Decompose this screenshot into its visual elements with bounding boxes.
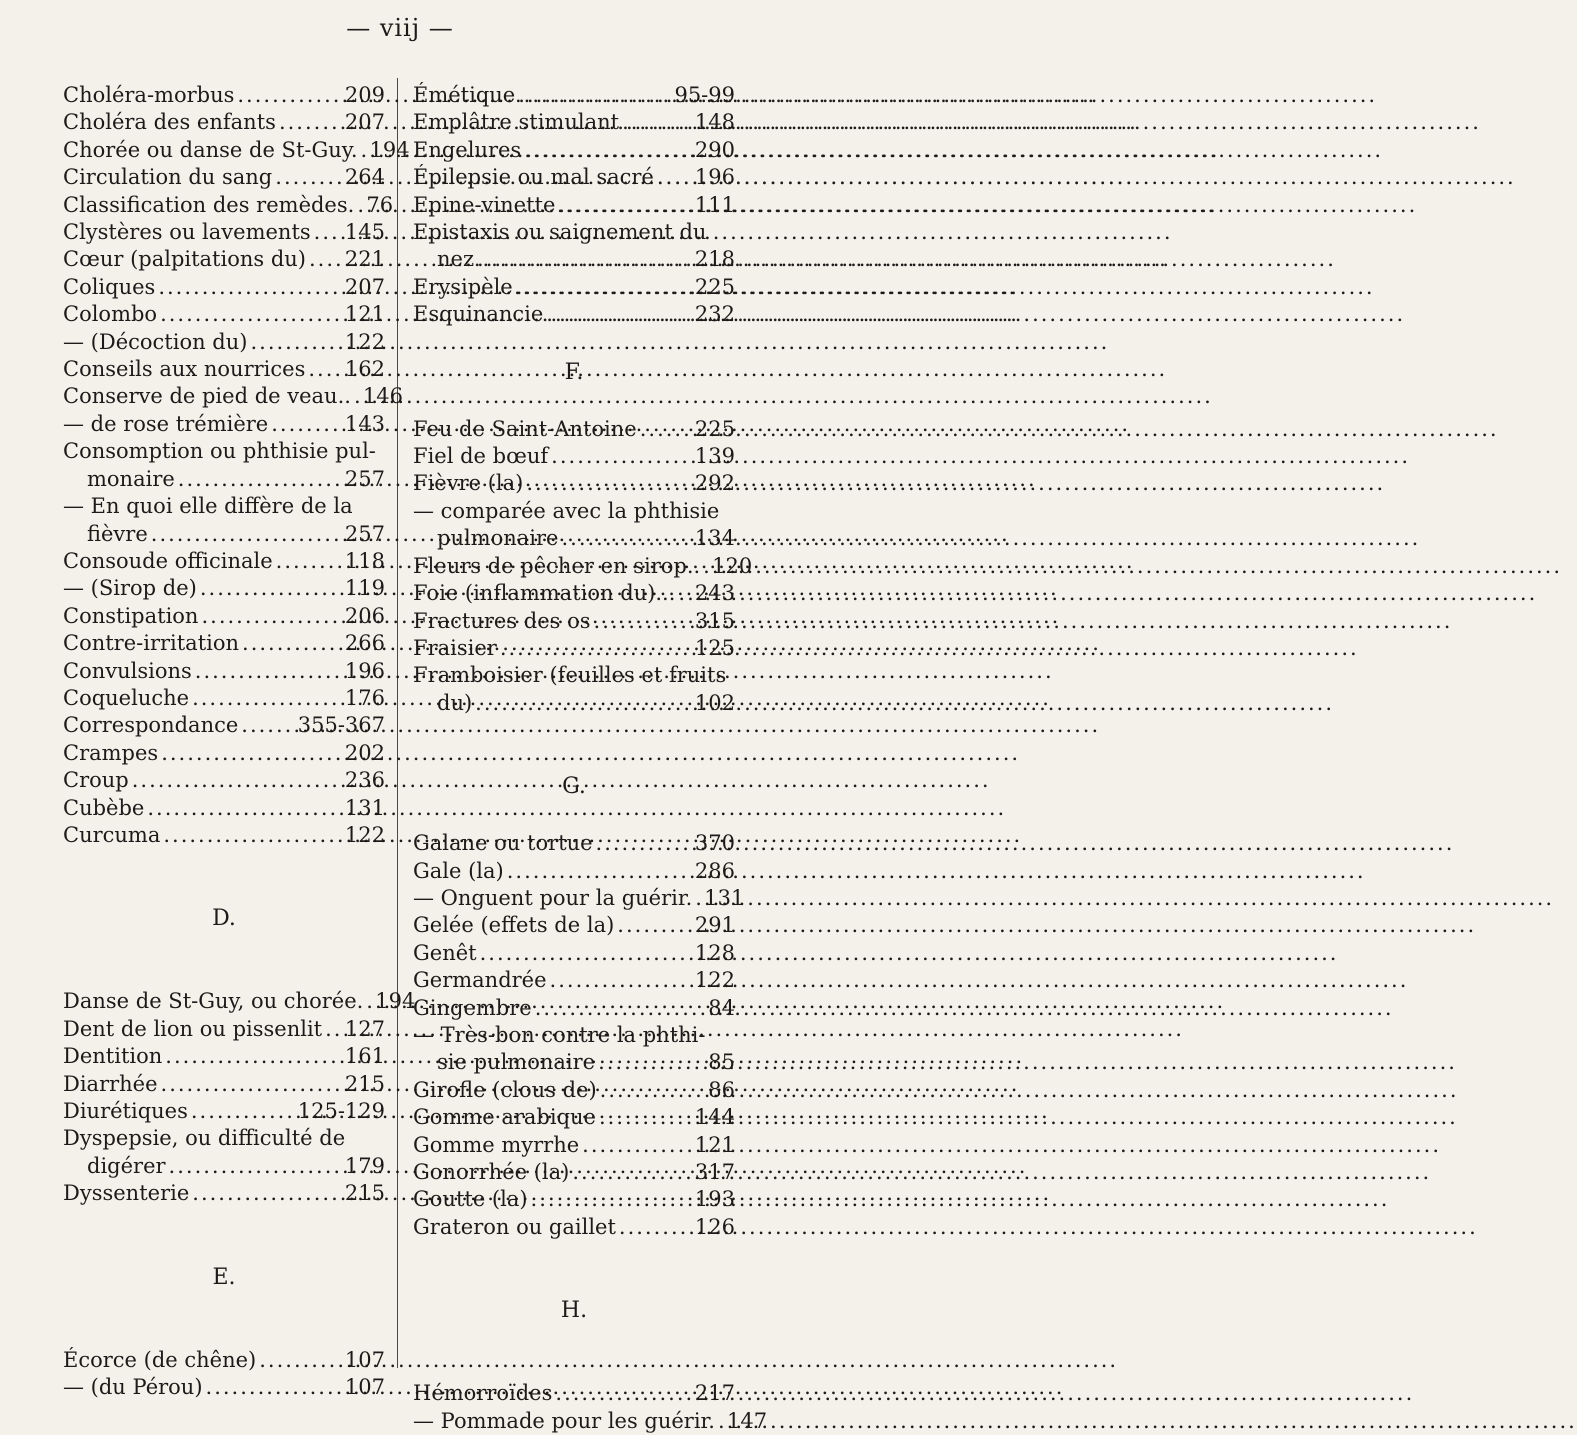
leader-dots (158, 274, 342, 301)
entry-term: Curcuma (63, 822, 161, 847)
entry-page-number: 196 (344, 658, 385, 683)
index-entry (413, 301, 735, 328)
leader-dots (619, 1214, 692, 1241)
leader-dots (622, 109, 692, 136)
entry-page-number: 286 (694, 858, 735, 883)
entry-page-number: 161 (344, 1044, 385, 1069)
entry-page-number: 125-129 (297, 1099, 385, 1123)
leader-dots (598, 1049, 705, 1076)
d-entries (63, 988, 416, 1125)
entry-term: Emplâtre stimulant (413, 110, 620, 135)
index-entry (413, 1408, 768, 1435)
entry-term: Fleurs de pêcher en sirop.. (413, 553, 701, 578)
index-entry (413, 553, 753, 580)
index-entry (413, 470, 735, 497)
index-entry (63, 548, 385, 575)
entry-term: Choléra-morbus (63, 83, 235, 107)
entry-term: — de rose trémière (63, 411, 269, 436)
g-entries-2 (413, 1077, 735, 1241)
index-entry (63, 575, 385, 602)
index-entry (63, 246, 385, 273)
entry-page-number: 131 (344, 795, 385, 820)
index-entry (63, 795, 385, 822)
index-entry (413, 1077, 735, 1104)
entry-page-number: 207 (344, 110, 385, 135)
index-entry-line: — Très-bon contre la phthi- (413, 1022, 706, 1047)
index-entry (413, 109, 735, 136)
entry-page-number: 193 (694, 1187, 735, 1212)
entry-term: Genêt (413, 940, 477, 965)
index-entry (63, 82, 385, 109)
entry-term: Epine-vinette (413, 192, 556, 217)
leader-dots (695, 885, 701, 912)
index-entry (63, 685, 385, 712)
entry-page-number: 176 (344, 685, 385, 710)
entry-page-number: 291 (694, 913, 735, 938)
index-entry (63, 712, 385, 739)
entry-page-number: 209 (344, 83, 385, 107)
leader-dots (357, 192, 363, 219)
index-entry (413, 164, 735, 191)
entry-page-number: 118 (344, 548, 385, 573)
entry-term: Fiel de bœuf (413, 444, 549, 469)
index-entry: pulmonaire ..... 134 (413, 525, 735, 552)
entry-term: Erysipèle (413, 274, 513, 299)
entry-term: Classification des remèdes. (63, 192, 355, 217)
entry-page-number: 221 (344, 247, 385, 272)
entry-page-number: 131 (704, 885, 745, 910)
leader-dots (718, 1408, 724, 1435)
index-entry (63, 988, 416, 1015)
e-entries-right (413, 82, 735, 219)
entry-page-number: 225 (694, 416, 735, 441)
entry-term: Fractures des os (413, 608, 591, 633)
leader-dots (201, 603, 341, 630)
entry-term: Foie (inflammation du)... (413, 581, 676, 606)
entry-term: — (du Pérou) (63, 1375, 203, 1400)
entry-term: Galane ou tortue (413, 831, 593, 856)
index-entry (413, 416, 735, 443)
entry-page-number: 232 (694, 302, 735, 327)
entry-page-number: 145 (344, 220, 385, 245)
leader-dots (309, 246, 342, 273)
entry-term: — (Sirop de) (63, 576, 197, 601)
index-entry (63, 411, 385, 438)
index-entry-line: Dyspepsie, ou difficulté de (63, 1126, 346, 1151)
index-entry (413, 1159, 735, 1186)
entry-term: Diurétiques (63, 1099, 188, 1123)
leader-dots (314, 219, 342, 246)
index-entry (413, 635, 735, 662)
c-entries (63, 82, 410, 438)
entry-term: Gonorrhée (la) (413, 1160, 570, 1184)
g-entries (413, 830, 745, 1022)
index-entry (63, 630, 385, 657)
entry-term: Dent de lion ou pissenlit (63, 1016, 323, 1041)
entry-page-number: 266 (344, 631, 385, 656)
leader-dots (259, 1347, 342, 1374)
leader-dots (354, 383, 360, 410)
entry-page-number: 202 (344, 740, 385, 765)
e-entries-right-2 (413, 274, 735, 329)
entry-term: Épilepsie ou mal sacré (413, 165, 654, 190)
index-entry (413, 580, 735, 607)
entry-term: Gomme myrrhe (413, 1132, 580, 1157)
entry-page-number: 194 (375, 989, 416, 1014)
entry-page-number: 217 (694, 1381, 735, 1406)
index-entry (413, 1380, 735, 1407)
entry-term: Colombo (63, 302, 158, 327)
entry-page-number: 215 (344, 1071, 385, 1096)
leader-dots (500, 635, 692, 662)
entry-term: Cœur (palpitations du) (63, 247, 306, 272)
section-letter-g: G. (562, 774, 586, 800)
leader-dots (241, 712, 294, 739)
entry-page-number: 146 (362, 384, 404, 409)
entry-page-number: 125 (694, 635, 735, 660)
leader-dots (237, 82, 342, 109)
leader-dots (192, 1180, 342, 1207)
leader-dots (657, 164, 692, 191)
leader-dots (477, 246, 692, 273)
leader-dots (518, 82, 671, 109)
entry-term: Germandrée (413, 968, 547, 993)
leader-dots (165, 1043, 342, 1070)
entry-term: Clystères ou lavements (63, 220, 311, 245)
index-entry (413, 192, 735, 219)
index-entry (413, 608, 735, 635)
index-entry: fièvre ..... 257 (63, 521, 385, 548)
leader-dots (178, 466, 342, 493)
entry-page-number: 194 (369, 137, 410, 162)
entry-term: — Onguent pour la guérir. (413, 885, 693, 910)
page-header: — viij — (346, 14, 454, 42)
leader-dots (594, 608, 692, 635)
index-entry (63, 1347, 385, 1374)
entry-page-number: 76 (366, 192, 394, 217)
leader-dots (516, 274, 692, 301)
entry-page-number: 122 (344, 822, 385, 847)
entry-term: Gingembre (413, 995, 532, 1020)
index-entry (63, 1071, 385, 1098)
entry-page-number: 162 (344, 357, 385, 382)
leader-dots (206, 1374, 342, 1401)
entry-page-number: 121 (694, 1132, 735, 1157)
index-entry-line: Consomption ou phthisie pul- (63, 439, 376, 464)
entry-page-number: 107 (344, 1375, 385, 1400)
entry-page-number: 355-367 (297, 713, 385, 738)
index-entry (413, 912, 735, 939)
entry-term: Choléra des enfants (63, 110, 276, 135)
leader-dots (572, 1159, 692, 1186)
entry-page-number: 121 (344, 302, 385, 327)
index-entry (413, 1104, 735, 1131)
leader-dots (192, 685, 342, 712)
leader-dots (582, 1132, 692, 1159)
entry-page-number: 139 (694, 444, 735, 469)
leader-dots (558, 192, 692, 219)
entry-term: Feu de Saint-Antoine (413, 416, 637, 441)
entry-term: Conserve de pied de veau.. (63, 384, 351, 409)
index-entry (63, 329, 385, 356)
entry-term: Gomme arabique (413, 1105, 596, 1130)
index-entry (413, 858, 735, 885)
entry-term: Gelée (effets de la) (413, 913, 615, 938)
entry-term: Dentition (63, 1044, 163, 1069)
section-letter-d: D. (212, 906, 236, 932)
entry-page-number: 147 (726, 1408, 768, 1433)
leader-dots (200, 575, 342, 602)
leader-dots (169, 1153, 342, 1180)
entry-term: Coliques (63, 274, 156, 299)
index-entry (63, 822, 385, 849)
f-entries (413, 416, 735, 498)
leader-dots (275, 164, 342, 191)
leader-dots (507, 858, 692, 885)
index-entry (63, 301, 385, 328)
left-column (63, 82, 416, 1401)
entry-term: Cubèbe (63, 795, 145, 820)
entry-term: Engelures (413, 137, 522, 162)
leader-dots (475, 690, 692, 717)
f-entries-2 (413, 553, 753, 663)
index-entry (63, 740, 385, 767)
index-entry (63, 274, 385, 301)
entry-page-number: 127 (344, 1016, 385, 1041)
leader-dots (191, 1098, 295, 1125)
index-entry (63, 137, 410, 164)
leader-dots (308, 356, 342, 383)
index-entry: du) ..... 102 (413, 690, 735, 717)
leader-dots (480, 940, 692, 967)
entry-term: Constipation (63, 603, 199, 628)
leader-dots (160, 301, 342, 328)
entry-term: — (Décoction du) (63, 329, 248, 354)
index-entry (413, 1214, 735, 1241)
entry-page-number: 84 (708, 995, 735, 1020)
entry-term: Croup (63, 768, 129, 793)
leader-dots (551, 443, 692, 470)
index-entry (413, 940, 735, 967)
index-entry (63, 109, 385, 136)
leader-dots (276, 548, 342, 575)
entry-page-number: 292 (694, 471, 735, 496)
entry-term: Gale (la) (413, 858, 504, 883)
leader-dots (279, 109, 342, 136)
index-entry: digérer ..... 179 (63, 1153, 385, 1180)
entry-page-number: 206 (344, 603, 385, 628)
entry-term: Fièvre (la) (413, 471, 524, 496)
index-entry (63, 192, 394, 219)
leader-dots (132, 767, 342, 794)
leader-dots (555, 1380, 692, 1407)
leader-dots (366, 988, 372, 1015)
index-entry: Dyssenterie ..... 215 (63, 1180, 385, 1207)
leader-dots (161, 1071, 342, 1098)
entry-term: — Pommade pour les guérir. (413, 1408, 715, 1433)
entry-term: Convulsions (63, 658, 192, 683)
index-entry (63, 356, 385, 383)
leader-dots (640, 416, 692, 443)
index-entry (63, 219, 385, 246)
index-entry (63, 164, 385, 191)
entry-page-number: 120 (712, 553, 753, 578)
entry-term: Écorce (de chêne) (63, 1347, 257, 1372)
leader-dots (151, 521, 342, 548)
index-entry (63, 603, 385, 630)
leader-dots (599, 1104, 692, 1131)
entry-page-number: 225 (694, 274, 735, 299)
leader-dots (250, 329, 341, 356)
entry-page-number: 122 (694, 968, 735, 993)
leader-dots (147, 795, 342, 822)
index-entry (413, 82, 735, 109)
entry-term: Émétique (413, 83, 516, 107)
entry-term: Circulation du sang (63, 165, 273, 190)
entry-term: Crampes (63, 740, 159, 765)
entry-term: Hémorroïdes (413, 1381, 553, 1406)
entry-page-number: 236 (344, 768, 385, 793)
leader-dots (163, 822, 342, 849)
leader-dots (600, 1077, 706, 1104)
leader-dots (550, 967, 692, 994)
index-entry: monaire ..... 257 (63, 466, 385, 493)
entry-page-number: 207 (344, 274, 385, 299)
index-entry (413, 830, 735, 857)
index-entry (413, 443, 735, 470)
index-entry (63, 1098, 385, 1125)
leader-dots (361, 137, 367, 164)
section-letter-e: E. (212, 1264, 236, 1290)
leader-dots (242, 630, 342, 657)
index-entry (413, 995, 735, 1022)
entry-page-number: 317 (694, 1160, 735, 1184)
leader-dots (596, 830, 692, 857)
leader-dots (546, 301, 692, 328)
entry-page-number: 111 (694, 192, 735, 217)
index-entry-line: — comparée avec la phthisie (413, 498, 720, 523)
leader-dots (561, 525, 691, 552)
entry-page-number: 128 (694, 940, 735, 965)
entry-term: Coqueluche (63, 685, 190, 710)
leader-dots (271, 411, 342, 438)
index-entry (63, 1016, 385, 1043)
h-entries (413, 1380, 768, 1435)
index-entry: sie pulmonaire ..... 85 (413, 1049, 735, 1076)
leader-dots (325, 1016, 342, 1043)
entry-term: Conseils aux nourrices (63, 357, 306, 382)
entry-page-number: 196 (694, 165, 735, 190)
leader-dots (526, 470, 692, 497)
entry-page-number: 107 (344, 1347, 385, 1372)
index-entry (413, 1132, 735, 1159)
leader-dots (678, 580, 692, 607)
index-entry (63, 767, 385, 794)
leader-dots (531, 1186, 692, 1213)
entry-term: Girofle (clous de) (413, 1077, 597, 1102)
e-entries-left (63, 1347, 385, 1402)
index-entry (63, 1374, 385, 1401)
entry-page-number: 370 (694, 831, 735, 856)
entry-term: Grateron ou gaillet (413, 1214, 616, 1239)
entry-term: Contre-irritation (63, 631, 240, 656)
entry-term: Esquinancie (413, 302, 544, 327)
entry-term: Fraisier (413, 635, 497, 660)
entry-page-number: 290 (694, 137, 735, 162)
c-entries-2 (63, 548, 385, 849)
index-entry (63, 658, 385, 685)
entry-page-number: 243 (694, 581, 735, 606)
index-entry-line: — En quoi elle diffère de la (63, 494, 353, 519)
entry-term: Chorée ou danse de St-Guy. (63, 137, 358, 162)
entry-page-number: 126 (694, 1214, 735, 1239)
entry-page-number: 315 (694, 608, 735, 633)
section-letter-h: H. (560, 1298, 588, 1324)
right-column (413, 82, 768, 1435)
index-entry-line: Epistaxis ou saignement du (413, 220, 707, 245)
index-entry (63, 383, 404, 410)
entry-term: Correspondance (63, 713, 239, 738)
leader-dots (703, 553, 709, 580)
index-entry (413, 1186, 735, 1213)
index-entry (413, 967, 735, 994)
entry-page-number: 143 (344, 411, 385, 436)
entry-page-number: 144 (694, 1105, 735, 1130)
index-entry (413, 274, 735, 301)
section-letter-f: F. (564, 359, 584, 385)
leader-dots (535, 995, 706, 1022)
entry-page-number: 148 (694, 110, 735, 135)
leader-dots (524, 137, 692, 164)
index-entry (63, 1043, 385, 1070)
leader-dots (161, 740, 342, 767)
leader-dots (617, 912, 692, 939)
entry-page-number: 86 (708, 1077, 735, 1102)
entry-term: Diarrhée (63, 1071, 158, 1096)
entry-page-number: 122 (344, 329, 385, 354)
index-entry (413, 885, 745, 912)
entry-page-number: 264 (344, 165, 385, 190)
leader-dots (195, 658, 342, 685)
entry-term: Goutte (la) (413, 1187, 528, 1212)
entry-page-number: 95-99 (674, 83, 735, 107)
index-entry: nez ..... 218 (413, 246, 735, 273)
entry-term: Danse de St-Guy, ou chorée. (63, 989, 364, 1014)
entry-page-number: 119 (344, 576, 385, 601)
index-entry (413, 137, 735, 164)
index-entry-line: Framboisier (feuilles et fruits (413, 663, 727, 688)
entry-term: Consoude officinale (63, 548, 273, 573)
